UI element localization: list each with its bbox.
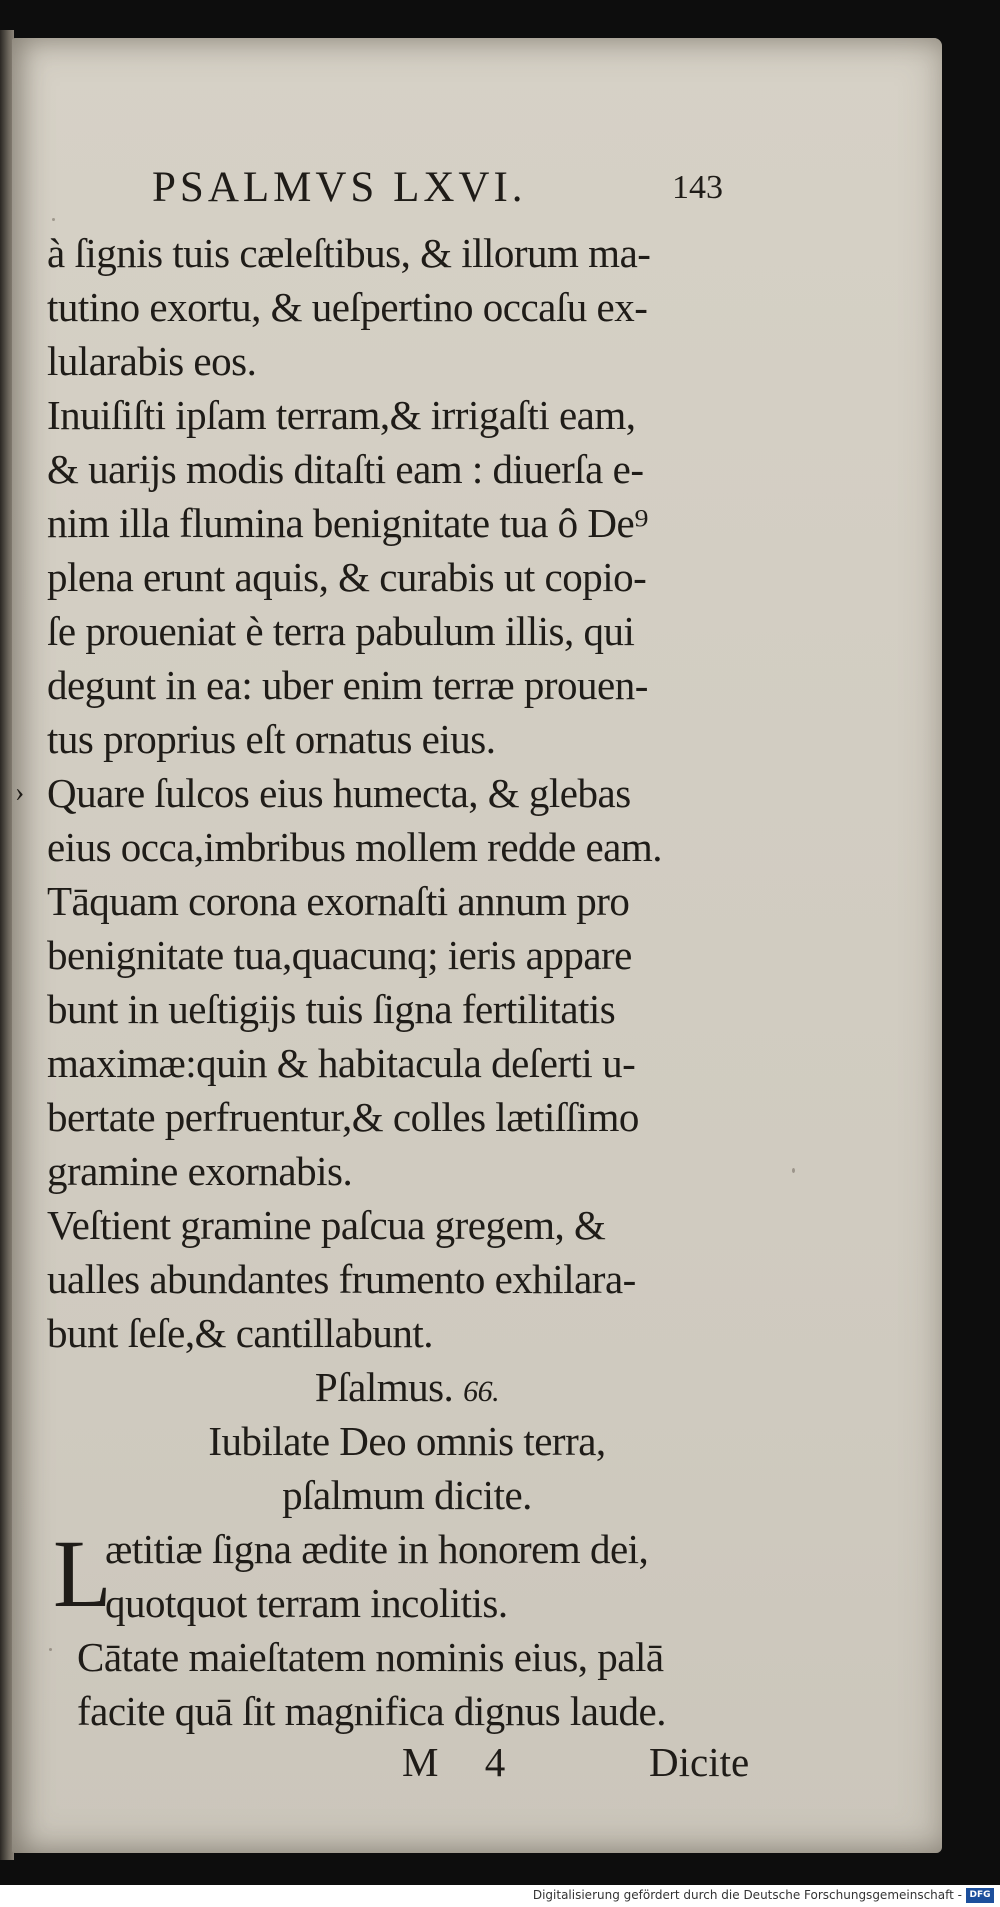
text-line: bertate perfruentur,& colles lætiſſimo	[47, 1094, 639, 1140]
text-line: benignitate tua,quacunq; ieris appare	[47, 932, 632, 978]
psalm-heading: Pſalmus.	[314, 1364, 454, 1410]
running-header	[47, 123, 767, 211]
text-line: & uarijs modis ditaſti eam : diuerſa e-	[47, 446, 644, 492]
psalm-heading-line	[47, 1360, 767, 1414]
text-line: tus proprius eſt ornatus eius.	[47, 716, 496, 762]
drop-cap: L	[53, 1520, 112, 1627]
text-line: maximæ:quin & habitacula deſerti u-	[47, 1040, 636, 1086]
subheading-line-2: pſalmum dicite.	[282, 1472, 532, 1518]
text-line: Inuiſiſti ipſam terram,& irrigaſti eam,	[47, 392, 636, 438]
text-line: bunt in ueſtigijs tuis ſigna fertilitatis	[47, 986, 616, 1032]
dfg-logo: DFG	[966, 1888, 994, 1903]
text-line: bunt ſeſe,& cantillabunt.	[47, 1310, 434, 1356]
text-line: nim illa flumina benignitate tua ô De⁹	[47, 500, 649, 546]
text-line: Tāquam corona exornaſti annum pro	[47, 878, 630, 924]
text-line: ualles abundantes frumento exhilara-	[47, 1256, 636, 1302]
text-line: Quare ſulcos eius humecta, & glebas ›	[47, 766, 767, 820]
book-page	[12, 38, 942, 1853]
signature-mark: M 4	[402, 1739, 524, 1785]
margin-mark: ›	[15, 777, 24, 808]
page-text	[15, 123, 767, 1785]
text-line: facite quā ſit magnifica dignus laude.	[77, 1688, 666, 1734]
page-number: 143	[672, 169, 723, 206]
text-line: gramine exornabis.	[47, 1148, 353, 1194]
verse-with-dropcap	[47, 1522, 767, 1630]
digitization-footer	[0, 1885, 1000, 1907]
text-line: eius occa,imbribus mollem redde eam.	[47, 824, 663, 870]
subheading-line-1: Iubilate Deo omnis terra,	[208, 1418, 606, 1464]
body-text	[15, 226, 767, 1792]
text-line: ætitiæ ſigna ædite in honorem dei,	[105, 1526, 649, 1572]
text-line: lularabis eos.	[47, 338, 257, 384]
psalm-number: 66.	[463, 1375, 500, 1408]
text-line: à ſignis tuis cæleſtibus, & illorum ma-	[47, 230, 651, 276]
running-head: PSALMVS LXVI.	[152, 164, 527, 211]
text-line: degunt in ea: uber enim terræ prouen-	[47, 662, 648, 708]
text-line: ſe proueniat è terra pabulum illis, qui	[47, 608, 635, 654]
text-line: plena erunt aquis, & curabis ut copio-	[47, 554, 647, 600]
dfg-credit-text: Digitalisierung gefördert durch die Deutsche Forschungsgemeinschaft -	[532, 1888, 962, 1902]
text-line: Veſtient gramine paſcua gregem, &	[47, 1202, 606, 1248]
text-line: tutino exortu, & ueſpertino occaſu ex-	[47, 284, 648, 330]
signature-row	[47, 1738, 767, 1792]
text-line: quotquot terram incolitis.	[105, 1580, 508, 1626]
catchword: Dicite	[649, 1739, 750, 1785]
text-line: Cātate maieſtatem nominis eius, palā	[77, 1634, 664, 1680]
